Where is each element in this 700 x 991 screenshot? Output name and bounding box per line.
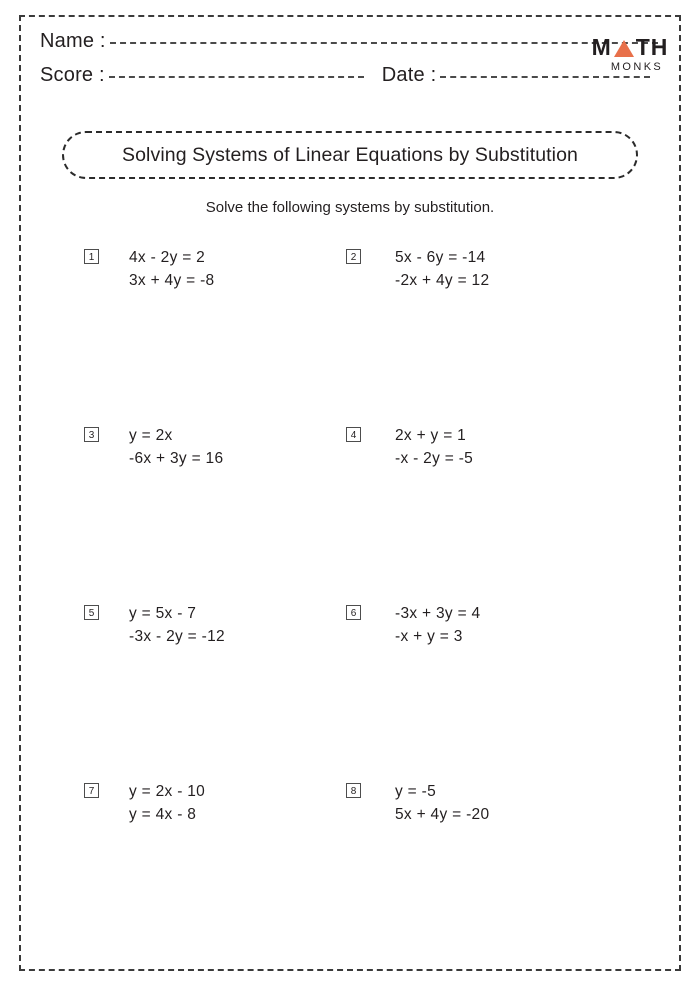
problem-cell-1 xyxy=(0,246,340,424)
problem-equations xyxy=(129,780,205,826)
logo-subtitle: MONKS xyxy=(610,61,664,73)
problem-cell-6 xyxy=(340,602,700,780)
problem-7 xyxy=(84,780,340,826)
problem-number-badge: 1 xyxy=(84,249,99,264)
equation-line-2: -2x + 4y = 12 xyxy=(395,272,490,289)
name-field-row xyxy=(40,30,660,64)
problem-row-4 xyxy=(0,780,700,958)
problem-cell-8 xyxy=(340,780,700,958)
equation-line-1: 2x + y = 1 xyxy=(395,427,467,444)
problem-row-2 xyxy=(0,424,700,602)
problem-2 xyxy=(346,246,700,292)
problem-number-badge: 4 xyxy=(346,427,361,442)
problems-grid xyxy=(0,246,700,958)
problem-equations xyxy=(129,246,214,292)
equation-line-1: y = -5 xyxy=(395,783,436,800)
problem-6 xyxy=(346,602,700,648)
problem-number-badge: 2 xyxy=(346,249,361,264)
logo-wordmark xyxy=(582,36,678,59)
problem-number-badge: 3 xyxy=(84,427,99,442)
instruction-text: Solve the following systems by substitution. xyxy=(205,199,495,216)
problem-3 xyxy=(84,424,340,470)
equation-line-1: -3x + 3y = 4 xyxy=(395,605,481,622)
triangle-icon xyxy=(614,40,634,57)
equation-line-1: y = 5x - 7 xyxy=(129,605,197,622)
equation-line-2: -3x - 2y = -12 xyxy=(129,628,225,645)
problem-cell-4 xyxy=(340,424,700,602)
equation-line-2: -x - 2y = -5 xyxy=(395,450,474,467)
problem-equations xyxy=(395,602,480,648)
problem-1 xyxy=(84,246,340,292)
equation-line-2: 3x + 4y = -8 xyxy=(129,272,215,289)
mathmonks-logo xyxy=(582,36,678,73)
problem-row-1 xyxy=(0,246,700,424)
equation-line-2: -x + y = 3 xyxy=(395,628,463,645)
equation-line-1: y = 2x - 10 xyxy=(129,783,206,800)
problem-cell-2 xyxy=(340,246,700,424)
name-label: Name : xyxy=(40,30,106,52)
score-label: Score : xyxy=(40,64,105,86)
equation-line-1: 5x - 6y = -14 xyxy=(395,249,486,266)
problem-number-badge: 7 xyxy=(84,783,99,798)
problem-number-badge: 6 xyxy=(346,605,361,620)
equation-line-1: y = 2x xyxy=(129,427,173,444)
problem-number-badge: 8 xyxy=(346,783,361,798)
page-title: Solving Systems of Linear Equations by Substitution xyxy=(121,143,579,166)
problem-equations xyxy=(395,246,489,292)
equation-line-2: 5x + 4y = -20 xyxy=(395,806,490,823)
equation-line-1: 4x - 2y = 2 xyxy=(129,249,206,266)
problem-equations xyxy=(395,424,473,470)
problem-8 xyxy=(346,780,700,826)
problem-equations xyxy=(395,780,489,826)
score-date-field-row xyxy=(40,64,660,98)
problem-4 xyxy=(346,424,700,470)
problem-cell-3 xyxy=(0,424,340,602)
problem-row-3 xyxy=(0,602,700,780)
problem-cell-7 xyxy=(0,780,340,958)
problem-number-badge: 5 xyxy=(84,605,99,620)
score-write-line[interactable] xyxy=(109,76,364,78)
logo-letters-th: TH xyxy=(635,34,669,60)
equation-line-2: y = 4x - 8 xyxy=(129,806,197,823)
logo-letter-m: M xyxy=(591,34,612,60)
name-write-line[interactable] xyxy=(110,42,658,44)
header-fields xyxy=(40,30,660,108)
problem-cell-5 xyxy=(0,602,340,780)
date-write-line[interactable] xyxy=(440,76,650,78)
problem-equations xyxy=(129,602,225,648)
worksheet-title-banner xyxy=(62,131,638,179)
problem-equations xyxy=(129,424,223,470)
equation-line-2: -6x + 3y = 16 xyxy=(129,450,224,467)
problem-5 xyxy=(84,602,340,648)
date-label: Date : xyxy=(381,64,437,86)
